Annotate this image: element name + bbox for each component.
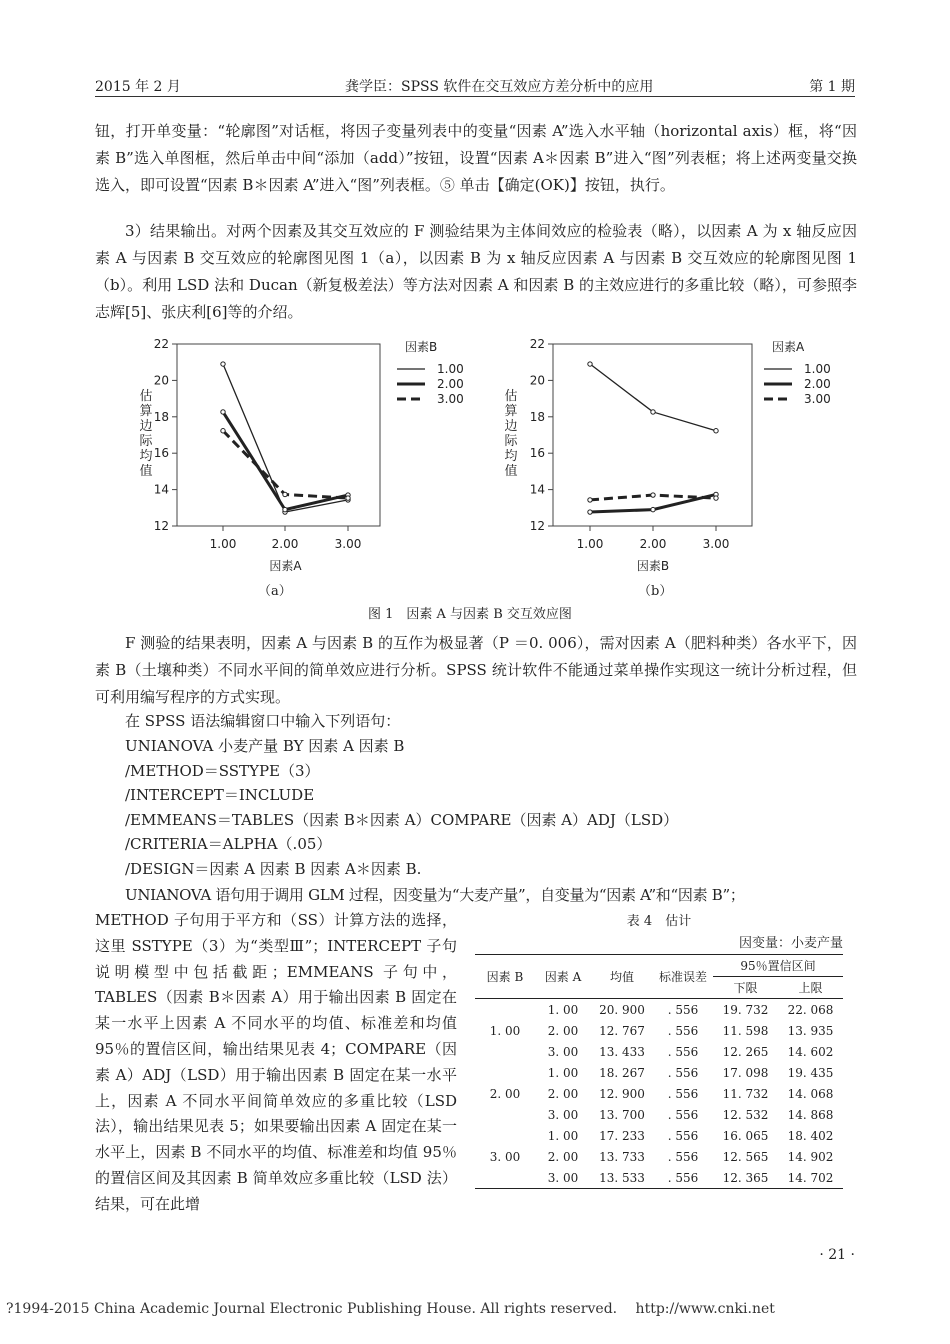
cell-factor-a: 3. 00 [547, 1107, 579, 1122]
cell-upper: 19. 435 [787, 1065, 834, 1080]
header-date: 2015 年 2 月 [95, 79, 181, 95]
syntax-line: /DESIGN＝因素 A 因素 B 因素 A＊因素 B. [125, 859, 422, 878]
table-row [475, 999, 843, 1021]
col-ci: 95％置信区间 [713, 955, 843, 977]
cell-factor-b: 3. 00 [489, 1149, 521, 1164]
y-axis-label-char: 边 [504, 419, 518, 434]
cell-lower: 11. 598 [722, 1023, 769, 1038]
cell-upper: 13. 935 [787, 1023, 834, 1038]
y-tick-label: 16 [153, 446, 169, 461]
syntax-line: /METHOD＝SSTYPE（3） [125, 761, 320, 780]
legend-label: 1.00 [437, 362, 464, 376]
data-point [714, 429, 718, 433]
syntax-line: /INTERCEPT＝INCLUDE [125, 786, 315, 804]
cell-factor-a: 3. 00 [547, 1044, 579, 1059]
page-number: · 21 · [819, 1247, 855, 1263]
figure-1 [0, 330, 950, 580]
legend-title: 因素B [405, 340, 438, 354]
syntax-line: /CRITERIA＝ALPHA（.05） [125, 835, 332, 853]
header-rule [95, 96, 855, 97]
y-tick-label: 22 [153, 337, 169, 351]
data-point [714, 496, 718, 500]
cell-se: . 556 [667, 1065, 699, 1080]
data-point [283, 507, 287, 511]
cell-factor-a: 2. 00 [547, 1023, 579, 1038]
x-axis-label: 因素B [636, 559, 670, 573]
plot-frame [553, 344, 752, 526]
cell-lower: 19. 732 [722, 1002, 769, 1017]
cell-upper: 18. 402 [787, 1128, 834, 1143]
legend-label: 3.00 [804, 392, 831, 406]
col-se: 标准误差 [658, 970, 707, 984]
x-tick-label: 2.00 [639, 537, 667, 551]
running-header [95, 70, 855, 98]
cell-upper: 14. 602 [787, 1044, 834, 1059]
syntax-block [125, 734, 678, 881]
paragraph-2: 3）结果输出。对两个因素及其交互效应的 F 测验结果为主体间效应的检验表（略），以因素 A 为 x 轴反应因素 A 与因素 B 交互效应的轮廓图见图 1（a），以因素 B 为 x 轴反应因素 A 与因素 B 交互效应的轮廓图见图 1（b）。利用 LSD 法和 Ducan（新复极差法）等方法对因素 A 和因素 B 的主效应进行的多重比较（略），可参照李志辉[5]、张庆利[6]等的介绍。 [95, 222, 857, 321]
x-tick-label: 1.00 [209, 537, 237, 551]
cell-mean: 12. 900 [599, 1086, 645, 1101]
y-axis-label-char: 值 [139, 464, 153, 479]
data-point [588, 510, 592, 514]
table-row [475, 1125, 843, 1146]
syntax-line: /EMMEANS＝TABLES（因素 B＊因素 A）COMPARE（因素 A）ADJ（LSD） [125, 810, 679, 829]
cell-se: . 556 [667, 1149, 699, 1164]
cell-se: . 556 [667, 1044, 699, 1059]
x-axis-label: 因素A [269, 559, 302, 573]
syntax-line: UNIANOVA 小麦产量 BY 因素 A 因素 B [125, 737, 405, 755]
paragraph-4: 在 SPSS 语法编辑窗口中输入下列语句： [125, 712, 401, 730]
cell-se: . 556 [667, 1086, 699, 1101]
cell-upper: 22. 068 [787, 1002, 834, 1017]
col-lower: 下限 [733, 981, 758, 995]
y-axis-label-char: 际 [139, 434, 153, 449]
cell-upper: 14. 068 [787, 1086, 834, 1101]
y-axis-label-char: 均 [504, 449, 518, 464]
paragraph-3: F 测验的结果表明，因素 A 与因素 B 的互作为极显著（P ＝0. 006），需对因素 A（肥料种类）各水平下，因素 B（土壤种类）不同水平间的简单效应进行分析。SPSS 统计软件不能通过菜单操作实现这一统计分析过程，但可利用编写程序的方式实现。 [95, 634, 857, 706]
y-axis-label-char: 边 [139, 419, 153, 434]
y-tick-label: 12 [529, 519, 545, 533]
legend-label: 2.00 [804, 377, 831, 391]
table-caption: 表 4 估计 [626, 914, 692, 929]
y-tick-label: 18 [153, 409, 169, 424]
cell-lower: 16. 065 [722, 1128, 769, 1143]
cell-mean: 13. 700 [599, 1107, 645, 1122]
legend-label: 3.00 [437, 392, 464, 406]
col-factor-b: 因素 B [486, 970, 524, 984]
cell-upper: 14. 868 [787, 1107, 834, 1122]
y-axis-label-char: 均 [139, 449, 153, 464]
cell-upper: 14. 902 [787, 1149, 834, 1164]
data-point [346, 496, 350, 500]
col-mean: 均值 [609, 970, 634, 984]
y-axis-label-char: 估 [139, 389, 153, 404]
data-point [588, 498, 592, 502]
cell-mean: 13. 433 [599, 1044, 645, 1059]
cell-mean: 13. 533 [599, 1170, 645, 1185]
subcaption-b: （b） [638, 584, 673, 599]
col-factor-a: 因素 A [544, 970, 582, 984]
cell-lower: 12. 265 [722, 1044, 769, 1059]
x-tick-label: 2.00 [271, 537, 299, 551]
y-tick-label: 12 [153, 519, 169, 533]
data-point [651, 507, 655, 511]
cell-mean: 18. 267 [599, 1065, 645, 1080]
table-4 [475, 910, 843, 1189]
cell-lower: 12. 365 [722, 1170, 769, 1185]
table-body [475, 999, 843, 1189]
paragraph-5: UNIANOVA 语句用于调用 GLM 过程，因变量为“大麦产量”，自变量为“因素 A”和“因素 B”； [125, 886, 745, 904]
header-title: 龚学臣：SPSS 软件在交互效应方差分析中的应用 [345, 79, 654, 95]
cell-mean: 12. 767 [599, 1023, 645, 1038]
cell-mean: 20. 900 [599, 1002, 645, 1017]
cell-factor-a: 1. 00 [547, 1002, 579, 1017]
cell-mean: 13. 733 [599, 1149, 645, 1164]
y-tick-label: 16 [529, 446, 545, 461]
cell-factor-b: 2. 00 [489, 1086, 521, 1101]
cell-lower: 12. 565 [722, 1149, 769, 1164]
subcaption-a: （a） [258, 584, 292, 599]
y-tick-label: 20 [529, 373, 545, 388]
paragraph-1: 钮，打开单变量：“轮廓图”对话框，将因子变量列表中的变量“因素 A”选入水平轴（horizontal axis）框，将“因素 B”选入单图框，然后单击中间“添加（add）”按钮，设置“因素 A＊因素 B”进入“图”列表框；将上述两变量交换选入，即可设置“因素 B＊因素 A”进入“图”列表框。⑤ 单击【确定(OK)】按钮，执行。 [95, 122, 857, 194]
chart-b [504, 337, 830, 573]
col-upper: 上限 [798, 981, 823, 995]
y-tick-label: 20 [153, 373, 169, 388]
data-point [221, 410, 225, 414]
cell-factor-a: 1. 00 [547, 1128, 579, 1143]
y-tick-label: 14 [153, 482, 169, 497]
table-dependent-var: 因变量：小麦产量 [738, 936, 843, 951]
cell-se: . 556 [667, 1107, 699, 1122]
series-line [223, 364, 348, 512]
y-axis-label-char: 估 [504, 389, 518, 404]
paragraph-6: METHOD 子句用于平方和（SS）计算方法的选择，这里 SSTYPE（3）为“类型Ⅲ”；INTERCEPT 子句说明模型中包括截距；EMMEANS 子句中，TABLES（因素 B＊因素 A）用于输出因素 B 固定在某一水平上因素 A 不同水平的均值、标准差和均值 95％的置信区间，输出结果见表 4；COMPARE（因素 A）ADJ（LSD）用于输出因素 B 固定在某一水平上，因素 A 不同水平间简单效应的多重比较（LSD 法），输出结果见表 5；如果要输出因素 A 固定在某一水平上，因素 B 不同水平的均值、标准差和均值 95％的置信区间及其因素 B 简单效应多重比较（LSD 法）结果，可在此增 [95, 911, 457, 1213]
cell-factor-a: 2. 00 [547, 1149, 579, 1164]
cell-se: . 556 [667, 1002, 699, 1017]
cell-mean: 17. 233 [599, 1128, 645, 1143]
header-issue: 第 1 期 [809, 79, 855, 95]
table-row [475, 1062, 843, 1083]
cell-lower: 11. 732 [722, 1086, 769, 1101]
y-tick-label: 18 [529, 409, 545, 424]
cell-lower: 12. 532 [722, 1107, 769, 1122]
y-axis-label-char: 值 [504, 464, 518, 479]
y-axis-label-char: 算 [139, 404, 153, 419]
cell-factor-b: 1. 00 [489, 1023, 521, 1038]
legend-label: 2.00 [437, 377, 464, 391]
y-axis-label-char: 际 [504, 434, 518, 449]
x-tick-label: 3.00 [334, 537, 362, 551]
cell-upper: 14. 702 [787, 1170, 834, 1185]
cell-factor-a: 3. 00 [547, 1170, 579, 1185]
chart-a [139, 337, 463, 573]
data-point [283, 492, 287, 496]
cell-factor-a: 1. 00 [547, 1065, 579, 1080]
series-line [590, 364, 716, 431]
legend-title: 因素A [772, 340, 805, 354]
x-tick-label: 3.00 [702, 537, 730, 551]
cell-se: . 556 [667, 1023, 699, 1038]
data-point [651, 410, 655, 414]
y-tick-label: 14 [529, 482, 545, 497]
y-axis-label-char: 算 [504, 404, 518, 419]
x-tick-label: 1.00 [576, 537, 604, 551]
copyright-line: ?1994-2015 China Academic Journal Electronic Publishing House. All rights reserved. http://www.cnki.net [6, 1301, 775, 1317]
data-point [588, 362, 592, 366]
cell-lower: 17. 098 [722, 1065, 769, 1080]
cell-se: . 556 [667, 1170, 699, 1185]
legend-label: 1.00 [804, 362, 831, 376]
figure-caption: 图 1 因素 A 与因素 B 交互效应图 [368, 607, 572, 622]
cell-se: . 556 [667, 1128, 699, 1143]
data-point [221, 362, 225, 366]
y-tick-label: 22 [529, 337, 545, 351]
data-point [651, 493, 655, 497]
data-point [221, 429, 225, 433]
cell-factor-a: 2. 00 [547, 1086, 579, 1101]
